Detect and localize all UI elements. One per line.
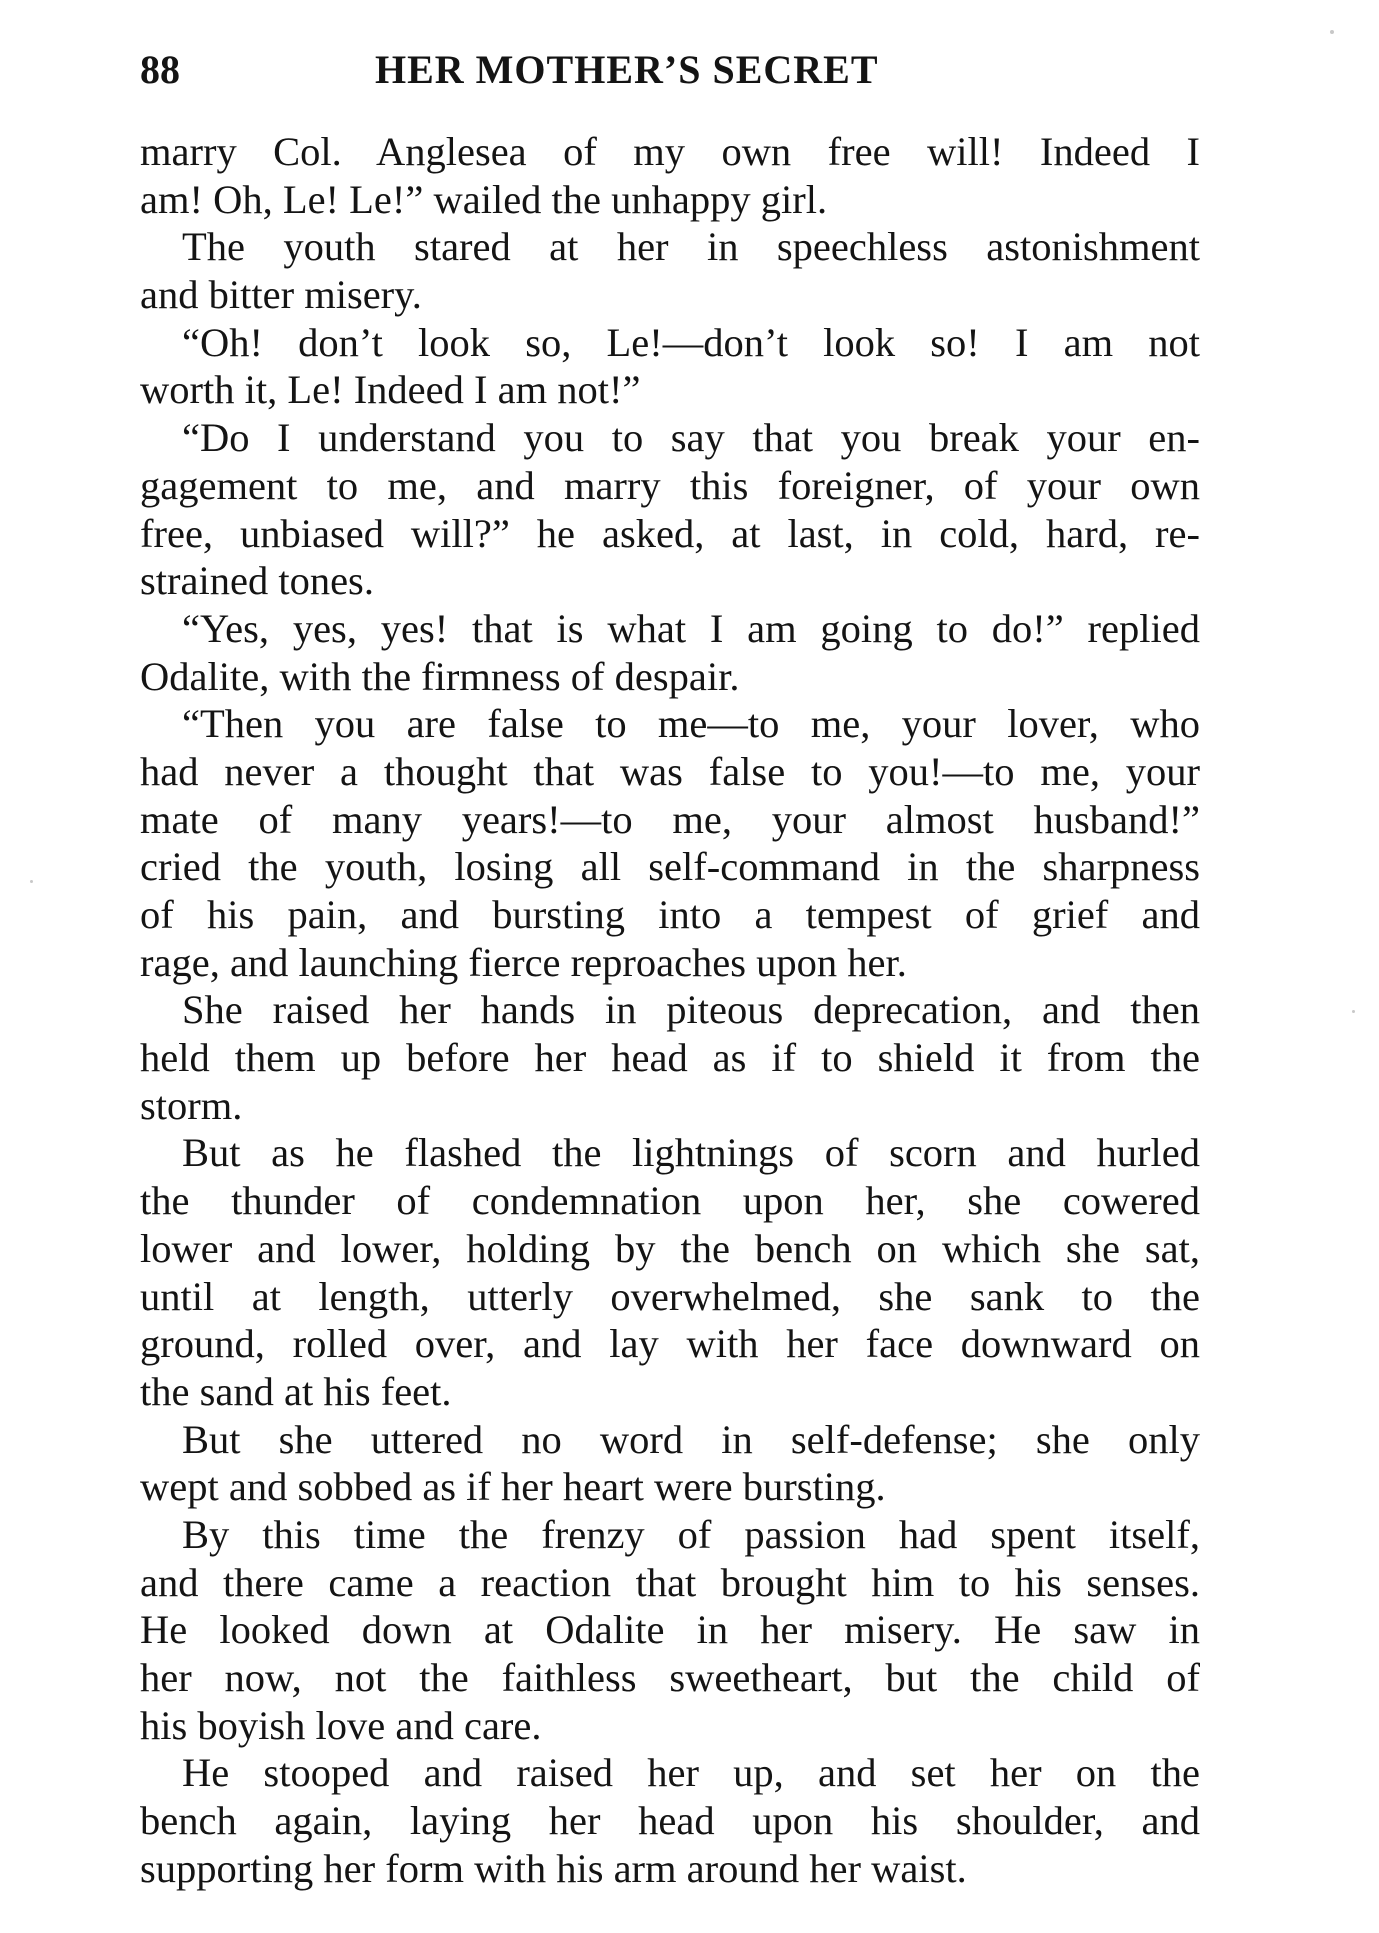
text-line: By this time the frenzy of passion had spent itself,: [182, 1511, 1200, 1557]
text-line: strained tones.: [140, 558, 374, 604]
text-line: am! Oh, Le! Le!” wailed the unhappy girl.: [140, 176, 828, 222]
text-line: rage, and launching fierce reproaches upon her.: [140, 939, 907, 985]
text-line: She raised her hands in piteous deprecation, and then: [182, 987, 1200, 1033]
text-line: The youth stared at her in speechless astonishment: [182, 224, 1200, 270]
body-text: [140, 128, 1200, 1892]
text-line: and bitter misery.: [140, 272, 422, 318]
text-line: wept and sobbed as if her heart were bursting.: [140, 1464, 886, 1510]
text-line: “Do I understand you to say that you break your en-: [182, 415, 1200, 461]
text-line: of his pain, and bursting into a tempest of grief and: [140, 892, 1200, 937]
text-line: He stooped and raised her up, and set her on the: [182, 1750, 1200, 1796]
text-line: mate of many years!—to me, your almost husband!”: [140, 796, 1200, 842]
scan-speck: [1352, 1010, 1355, 1013]
text-line: gagement to me, and marry this foreigner, of your own: [140, 462, 1200, 508]
scan-speck: [1330, 30, 1334, 34]
text-line: and there came a reaction that brought him to his senses.: [140, 1559, 1200, 1605]
text-line: until at length, utterly overwhelmed, she sank to the: [140, 1273, 1200, 1319]
text-line: bench again, laying her head upon his shoulder, and: [140, 1798, 1200, 1844]
page-number: 88: [140, 47, 180, 92]
page-header: [140, 40, 1200, 100]
text-line: the thunder of condemnation upon her, she cowered: [140, 1178, 1200, 1224]
text-line: lower and lower, holding by the bench on which she sat,: [140, 1225, 1200, 1271]
text-line: ground, rolled over, and lay with her face downward on: [140, 1321, 1200, 1367]
text-line: “Oh! don’t look so, Le!—don’t look so! I am not: [182, 319, 1200, 365]
text-line: held them up before her head as if to shield it from the: [140, 1035, 1200, 1081]
text-line: worth it, Le! Indeed I am not!”: [140, 367, 641, 413]
running-title: HER MOTHER’S SECRET: [375, 47, 879, 92]
text-line: cried the youth, losing all self-command in the sharpness: [140, 844, 1200, 890]
text-line: storm.: [140, 1082, 243, 1128]
text-line: the sand at his feet.: [140, 1368, 452, 1414]
text-line: had never a thought that was false to you!—to me, your: [140, 748, 1200, 794]
scan-speck: [30, 880, 33, 883]
text-line: her now, not the faithless sweetheart, but the child of: [140, 1655, 1200, 1700]
text-line: “Yes, yes, yes! that is what I am going to do!” replied: [182, 605, 1200, 651]
text-line: supporting her form with his arm around her waist.: [140, 1845, 967, 1891]
text-line: Odalite, with the firmness of despair.: [140, 653, 740, 699]
text-line: marry Col. Anglesea of my own free will! Indeed I: [140, 129, 1200, 174]
text-line: But she uttered no word in self-defense; she only: [182, 1416, 1200, 1462]
text-line: his boyish love and care.: [140, 1702, 542, 1748]
text-line: But as he flashed the lightnings of scorn and hurled: [182, 1130, 1200, 1176]
text-line: He looked down at Odalite in her misery. He saw in: [140, 1607, 1200, 1653]
text-line: “Then you are false to me—to me, your lover, who: [182, 701, 1200, 747]
text-line: free, unbiased will?” he asked, at last, in cold, hard, re-: [140, 510, 1200, 556]
